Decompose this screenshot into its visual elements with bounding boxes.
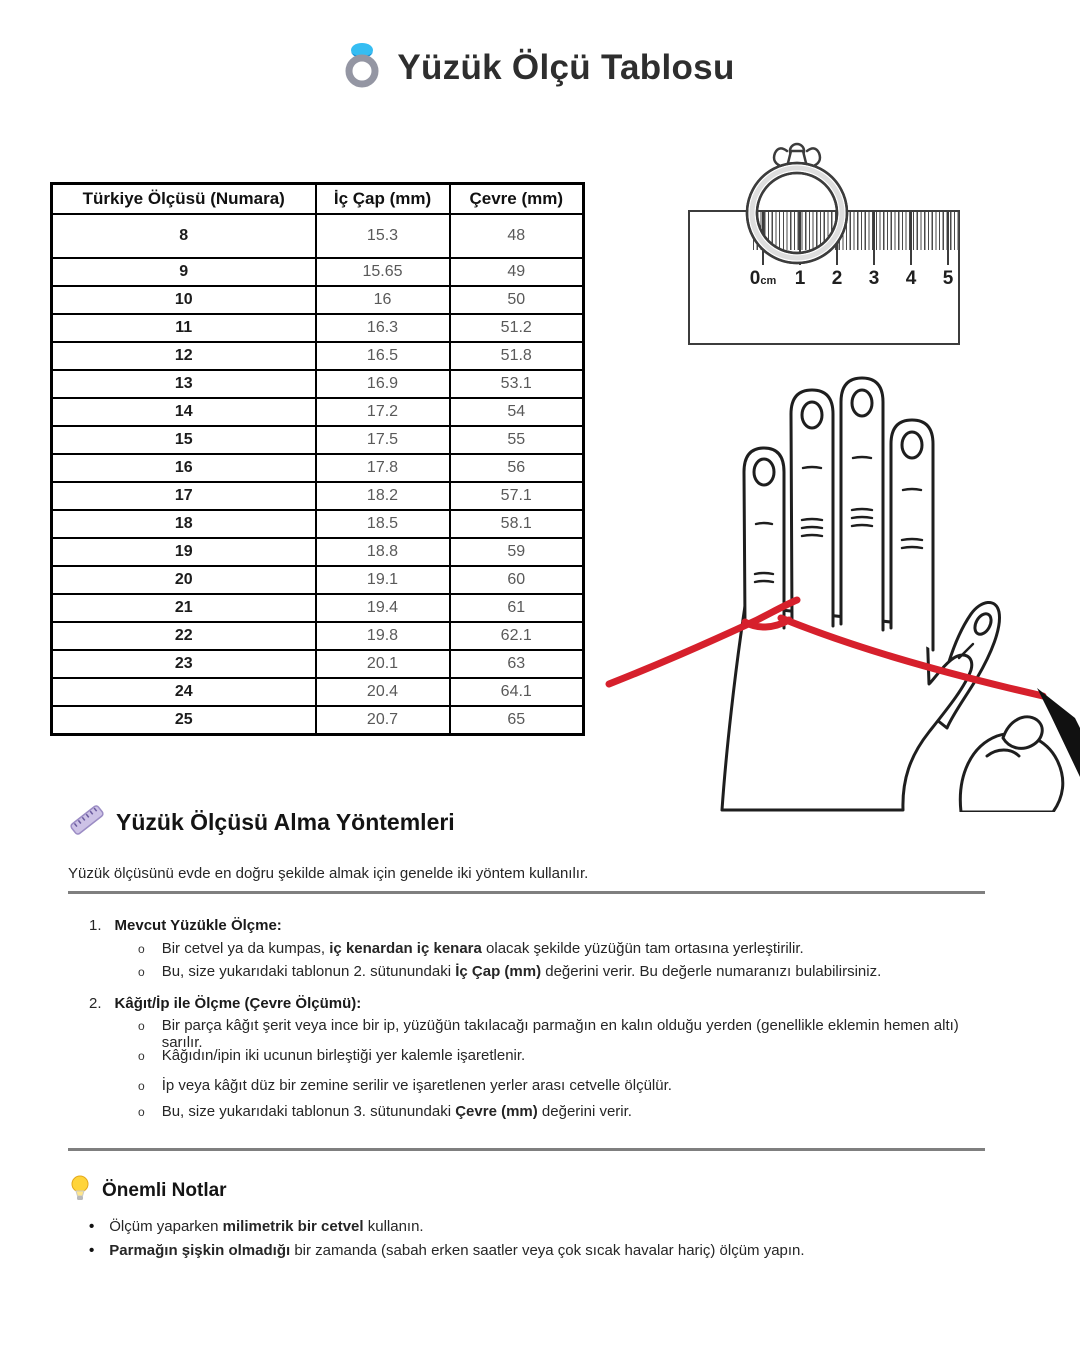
ruler-label-4: 4 xyxy=(905,268,917,289)
table-row: 22 19.8 62.1 xyxy=(52,622,584,650)
table-row: 10 16 50 xyxy=(52,286,584,314)
ruler-cm-tick xyxy=(947,212,949,265)
diamond-ring-illustration xyxy=(727,138,867,286)
bullet-text: Bu, size yukarıdaki tablonun 2. sütunundaki İç Çap (mm) değerini verir. Bu değerle numaranızı bulabilirsiniz. xyxy=(161,963,882,980)
bullet-text: Bu, size yukarıdaki tablonun 3. sütunundaki Çevre (mm) değerini verir. xyxy=(161,1103,632,1120)
note-text: Parmağın şişkin olmadığı bir zamanda (sabah erken saatler veya çok sıcak havalar hariç) ölçüm yapın. xyxy=(109,1242,805,1259)
notes-heading-text: Önemli Notlar xyxy=(102,1179,227,1201)
ruler-label-0: 0cm xyxy=(749,268,777,289)
table-row: 21 19.4 61 xyxy=(52,594,584,622)
section-divider xyxy=(68,891,985,894)
ruler-label-5: 5 xyxy=(942,268,954,289)
table-row: 18 18.5 58.1 xyxy=(52,510,584,538)
method-2-bullet: o Bu, size yukarıdaki tablonun 3. sütunundaki Çevre (mm) değerini verir. xyxy=(138,1103,632,1120)
table-row: 19 18.8 59 xyxy=(52,538,584,566)
method-2-bullet: o Bir parça kâğıt şerit veya ince bir ip, yüzüğün takılacağı parmağın en kalın olduğu yerden (genellikle eklemin hemen altı) sarılır. xyxy=(138,1017,998,1051)
table-row: 11 16.3 51.2 xyxy=(52,314,584,342)
table-row: 20 19.1 60 xyxy=(52,566,584,594)
hand-string-measure-figure xyxy=(605,372,1080,812)
method-1-bullet: o Bir cetvel ya da kumpas, iç kenardan iç kenara olacak şekilde yüzüğün tam ortasına yerleştirilir. xyxy=(138,940,804,957)
lightbulb-icon xyxy=(70,1174,90,1207)
ruler-label-1: 1 xyxy=(794,268,806,289)
table-row: 16 17.8 56 xyxy=(52,454,584,482)
method-1-bullet: o Bu, size yukarıdaki tablonun 2. sütunundaki İç Çap (mm) değerini verir. Bu değerle numaranızı bulabilirsiniz. xyxy=(138,963,882,980)
table-row: 24 20.4 64.1 xyxy=(52,678,584,706)
page-title: Yüzük Ölçü Tablosu xyxy=(397,47,735,87)
table-header-row xyxy=(52,184,584,215)
method-2-bullet: o Kâğıdın/ipin iki ucunun birleştiği yer kalemle işaretlenir. xyxy=(138,1047,526,1064)
table-row: 25 20.7 65 xyxy=(52,706,584,734)
table-row: 23 20.1 63 xyxy=(52,650,584,678)
bullet-text: Bir cetvel ya da kumpas, iç kenardan iç kenara olacak şekilde yüzüğün tam ortasına yerleştirilir. xyxy=(161,940,804,957)
col-header-diameter: İç Çap (mm) xyxy=(316,184,450,215)
ring-icon xyxy=(345,42,379,93)
method-1-title: Mevcut Yüzükle Ölçme: xyxy=(114,917,282,934)
method-2-bullet: o İp veya kâğıt düz bir zemine serilir ve işaretlenen yerler arası cetvelle ölçülür. xyxy=(138,1077,672,1094)
note-bullet: • Ölçüm yaparken milimetrik bir cetvel kullanın. xyxy=(89,1218,424,1235)
col-header-size: Türkiye Ölçüsü (Numara) xyxy=(52,184,316,215)
ruler-cm-tick xyxy=(910,212,912,265)
page-title-bar xyxy=(0,42,1080,93)
table-row: 13 16.9 53.1 xyxy=(52,370,584,398)
ring-size-table xyxy=(50,182,585,736)
note-text: Ölçüm yaparken milimetrik bir cetvel kullanın. xyxy=(109,1218,424,1235)
table-row: 8 15.3 48 xyxy=(52,214,584,258)
bullet-text: İp veya kâğıt düz bir zemine serilir ve işaretlenen yerler arası cetvelle ölçülür. xyxy=(161,1077,672,1094)
table-row: 14 17.2 54 xyxy=(52,398,584,426)
ruler-icon xyxy=(70,804,104,841)
bullet-text: Kâğıdın/ipin iki ucunun birleştiği yer kalemle işaretlenir. xyxy=(161,1047,526,1064)
methods-intro: Yüzük ölçüsünü evde en doğru şekilde almak için genelde iki yöntem kullanılır. xyxy=(68,865,589,882)
note-bullet: • Parmağın şişkin olmadığı bir zamanda (sabah erken saatler veya çok sıcak havalar hariç) ölçüm yapın. xyxy=(89,1242,805,1259)
bullet-text: Bir parça kâğıt şerit veya ince bir ip, yüzüğün takılacağı parmağın en kalın olduğu yerden (genellikle eklemin hemen altı) sarılır. xyxy=(161,1017,959,1051)
table-row: 9 15.65 49 xyxy=(52,258,584,286)
ruler-label-3: 3 xyxy=(868,268,880,289)
method-item-2: 2. Kâğıt/İp ile Ölçme (Çevre Ölçümü): xyxy=(89,995,362,1012)
notes-section-heading xyxy=(70,1174,227,1207)
method-item-1: 1. Mevcut Yüzükle Ölçme: xyxy=(89,917,282,934)
ruler-label-2: 2 xyxy=(831,268,843,289)
ring-on-ruler-figure xyxy=(620,135,980,355)
table-row: 15 17.5 55 xyxy=(52,426,584,454)
table-row: 17 18.2 57.1 xyxy=(52,482,584,510)
col-header-circumference: Çevre (mm) xyxy=(450,184,584,215)
methods-section-heading xyxy=(70,804,455,841)
table-row: 12 16.5 51.8 xyxy=(52,342,584,370)
methods-heading-text: Yüzük Ölçüsü Alma Yöntemleri xyxy=(116,809,455,835)
ruler-cm-tick xyxy=(873,212,875,265)
section-divider xyxy=(68,1148,985,1151)
method-2-title: Kâğıt/İp ile Ölçme (Çevre Ölçümü): xyxy=(114,995,362,1012)
